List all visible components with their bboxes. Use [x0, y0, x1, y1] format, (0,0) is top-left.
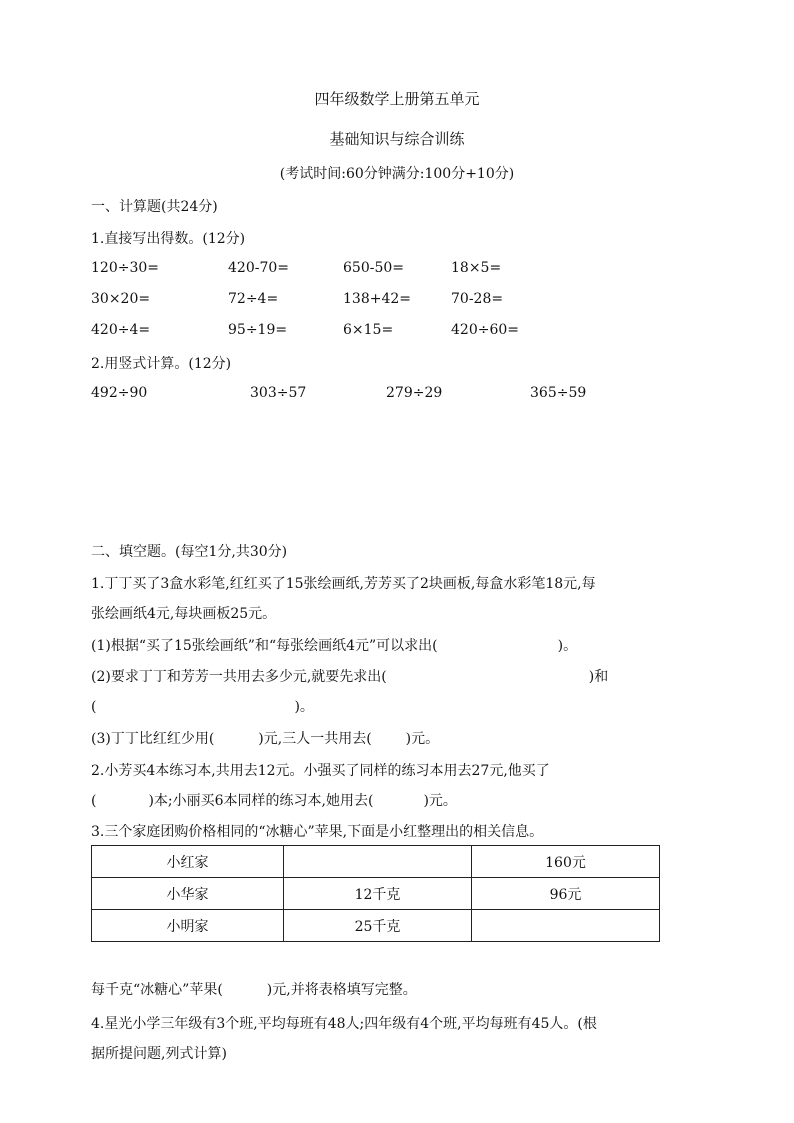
text: 每千克“冰糖心”苹果( — [91, 982, 223, 998]
table-cell-blank[interactable] — [472, 910, 660, 942]
section1-heading: 一、计算题(共24分) — [91, 199, 218, 215]
text: )。 — [294, 699, 314, 715]
table-cell: 12千克 — [284, 878, 472, 910]
exam-info: (考试时间:60分钟满分:100分+10分) — [279, 166, 515, 182]
table-cell: 25千克 — [284, 910, 472, 942]
vertical-calc-item: 279÷29 — [386, 385, 443, 401]
calc-item: 70-28= — [451, 291, 504, 307]
fill-q1-part2 — [91, 666, 608, 686]
table-row — [92, 846, 660, 878]
vertical-calc-item: 365÷59 — [530, 385, 587, 401]
table-cell: 96元 — [472, 878, 660, 910]
fill-q4-line2: 据所提问题,列式计算) — [91, 1046, 227, 1062]
text: )元。 — [405, 731, 440, 747]
table-cell: 160元 — [472, 846, 660, 878]
fill-q1-part3 — [91, 728, 439, 748]
text: (3)丁丁比红红少用( — [91, 731, 215, 747]
text: ( — [91, 793, 97, 809]
calc-item: 30×20= — [91, 291, 151, 307]
calc-item: 95÷19= — [228, 322, 288, 338]
calc-item: 18×5= — [451, 260, 502, 276]
text: (2)要求丁丁和芳芳一共用去多少元,就要先求出( — [91, 669, 387, 685]
text: ( — [91, 699, 97, 715]
calc-item: 120÷30= — [91, 260, 159, 276]
table-cell-blank[interactable] — [284, 846, 472, 878]
apple-info-table — [91, 845, 660, 942]
q1-label: 1.直接写出得数。(12分) — [91, 231, 246, 247]
text: )本;小丽买6本同样的练习本,她用去( — [148, 793, 374, 809]
calc-item: 72÷4= — [228, 291, 279, 307]
fill-q1-line1: 1.丁丁买了3盒水彩笔,红红买了15张绘画纸,芳芳买了2块画板,每盒水彩笔18元,每 — [91, 576, 596, 592]
text: (1)根据“买了15张绘画纸”和“每张绘画纸4元”可以求出( — [91, 638, 438, 654]
section2-heading: 二、填空题。(每空1分,共30分) — [91, 544, 288, 560]
text: )和 — [588, 669, 609, 685]
fill-q1-part2-cont — [91, 696, 314, 716]
fill-q3-line1: 3.三个家庭团购价格相同的“冰糖心”苹果,下面是小红整理出的相关信息。 — [91, 824, 544, 840]
calc-item: 650-50= — [343, 260, 404, 276]
table-cell: 小明家 — [92, 910, 284, 942]
calc-item: 6×15= — [343, 322, 394, 338]
calc-item: 420÷60= — [451, 322, 519, 338]
fill-q1-line2: 张绘画纸4元,每块画板25元。 — [91, 606, 277, 622]
q2-label: 2.用竖式计算。(12分) — [91, 356, 232, 372]
fill-q2-line1: 2.小芳买4本练习本,共用去12元。小强买了同样的练习本用去27元,他买了 — [91, 763, 550, 779]
page-title: 四年级数学上册第五单元 — [314, 90, 480, 108]
table-row — [92, 878, 660, 910]
fill-q1-part1 — [91, 635, 577, 655]
text: )。 — [557, 638, 578, 654]
calc-item: 138+42= — [343, 291, 411, 307]
fill-q4-line1: 4.星光小学三年级有3个班,平均每班有48人;四年级有4个班,平均每班有45人。(根 — [91, 1016, 597, 1032]
calc-item: 420÷4= — [91, 322, 151, 338]
text: )元。 — [423, 793, 457, 809]
table-cell: 小红家 — [92, 846, 284, 878]
table-cell: 小华家 — [92, 878, 284, 910]
vertical-calc-item: 492÷90 — [91, 385, 148, 401]
text: )元,并将表格填写完整。 — [266, 982, 417, 998]
calc-item: 420-70= — [228, 260, 289, 276]
text: )元,三人一共用去( — [258, 731, 372, 747]
page-subtitle: 基础知识与综合训练 — [329, 130, 465, 148]
fill-q2-line2 — [91, 790, 457, 810]
fill-q3-after — [91, 979, 417, 999]
vertical-calc-item: 303÷57 — [250, 385, 307, 401]
table-row — [92, 910, 660, 942]
